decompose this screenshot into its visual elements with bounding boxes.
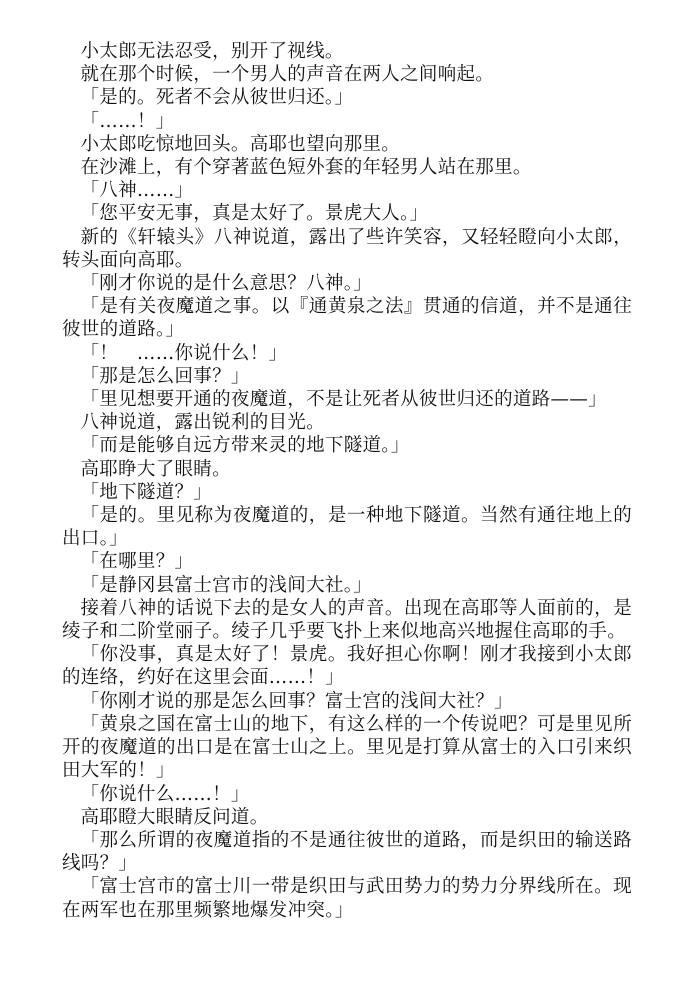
paragraph: 新的《轩辕头》八神说道，露出了些许笑容，又轻轻瞪向小太郎，转头面向高耶。 bbox=[62, 226, 632, 271]
paragraph: 就在那个时候，一个男人的声音在两人之间响起。 bbox=[80, 64, 495, 86]
paragraph: 「那是怎么回事？」 bbox=[80, 365, 250, 387]
paragraph: 在沙滩上，有个穿著蓝色短外套的年轻男人站在那里。 bbox=[80, 157, 532, 179]
paragraph: 「你没事，真是太好了！景虎。我好担心你啊！刚才我接到小太郎的连络，约好在这里会面……！」 bbox=[62, 644, 632, 689]
paragraph: 高耶瞪大眼睛反问道。 bbox=[80, 806, 269, 828]
paragraph: 「您平安无事，真是太好了。景虎大人。」 bbox=[80, 203, 429, 225]
paragraph: 「那么所谓的夜魔道指的不是通往彼世的道路，而是织田的输送路线吗？」 bbox=[62, 829, 632, 875]
paragraph: 「是静冈县富士宫市的浅间大社。」 bbox=[80, 574, 373, 596]
paragraph: 「地下隧道？」 bbox=[80, 481, 213, 503]
paragraph: 「富士宫市的富士川一带是织田与武田势力的势力分界线所在。现在两军也在那里频繁地爆发冲突。」 bbox=[62, 876, 632, 921]
paragraph: 「而是能够自远方带来灵的地下隧道。」 bbox=[80, 435, 410, 457]
paragraph: 高耶睁大了眼睛。 bbox=[80, 458, 231, 480]
novel-page bbox=[62, 40, 632, 922]
paragraph: 「里见想要开通的夜魔道，不是让死者从彼世归还的道路——」 bbox=[80, 389, 607, 411]
paragraph: 「刚才你说的是什么意思？八神。」 bbox=[80, 273, 373, 295]
paragraph: 八神说道，露出锐利的目光。 bbox=[80, 412, 325, 434]
paragraph: 「是的。里见称为夜魔道的，是一种地下隧道。当然有通往地上的出口。」 bbox=[62, 505, 632, 550]
paragraph: 「八神……」 bbox=[80, 180, 194, 202]
paragraph: 「！ ……你说什么！」 bbox=[80, 342, 288, 364]
paragraph: 接着八神的话说下去的是女人的声音。出现在高耶等人面前的，是绫子和二阶堂丽子。绫子几乎要飞扑上来似地高兴地握住高耶的手。 bbox=[62, 597, 632, 643]
paragraph: 「在哪里？」 bbox=[80, 551, 194, 573]
paragraph: 小太郎吃惊地回头。高耶也望向那里。 bbox=[80, 133, 401, 155]
paragraph: 「是的。死者不会从彼世归还。」 bbox=[80, 87, 354, 109]
paragraph: 小太郎无法忍受，别开了视线。 bbox=[80, 41, 344, 62]
paragraph: 「……！」 bbox=[80, 110, 175, 132]
paragraph: 「你刚才说的那是怎么回事？富士宫的浅间大社？」 bbox=[80, 690, 513, 712]
paragraph: 「你说什么……！」 bbox=[80, 783, 250, 805]
paragraph: 「黄泉之国在富士山的地下，有这么样的一个传说吧？可是里见所开的夜魔道的出口是在富士山之上。里见是打算从富士的入口引来织田大军的！」 bbox=[62, 713, 632, 782]
paragraph: 「是有关夜魔道之事。以『通黄泉之法』贯通的信道，并不是通往彼世的道路。」 bbox=[62, 296, 632, 341]
